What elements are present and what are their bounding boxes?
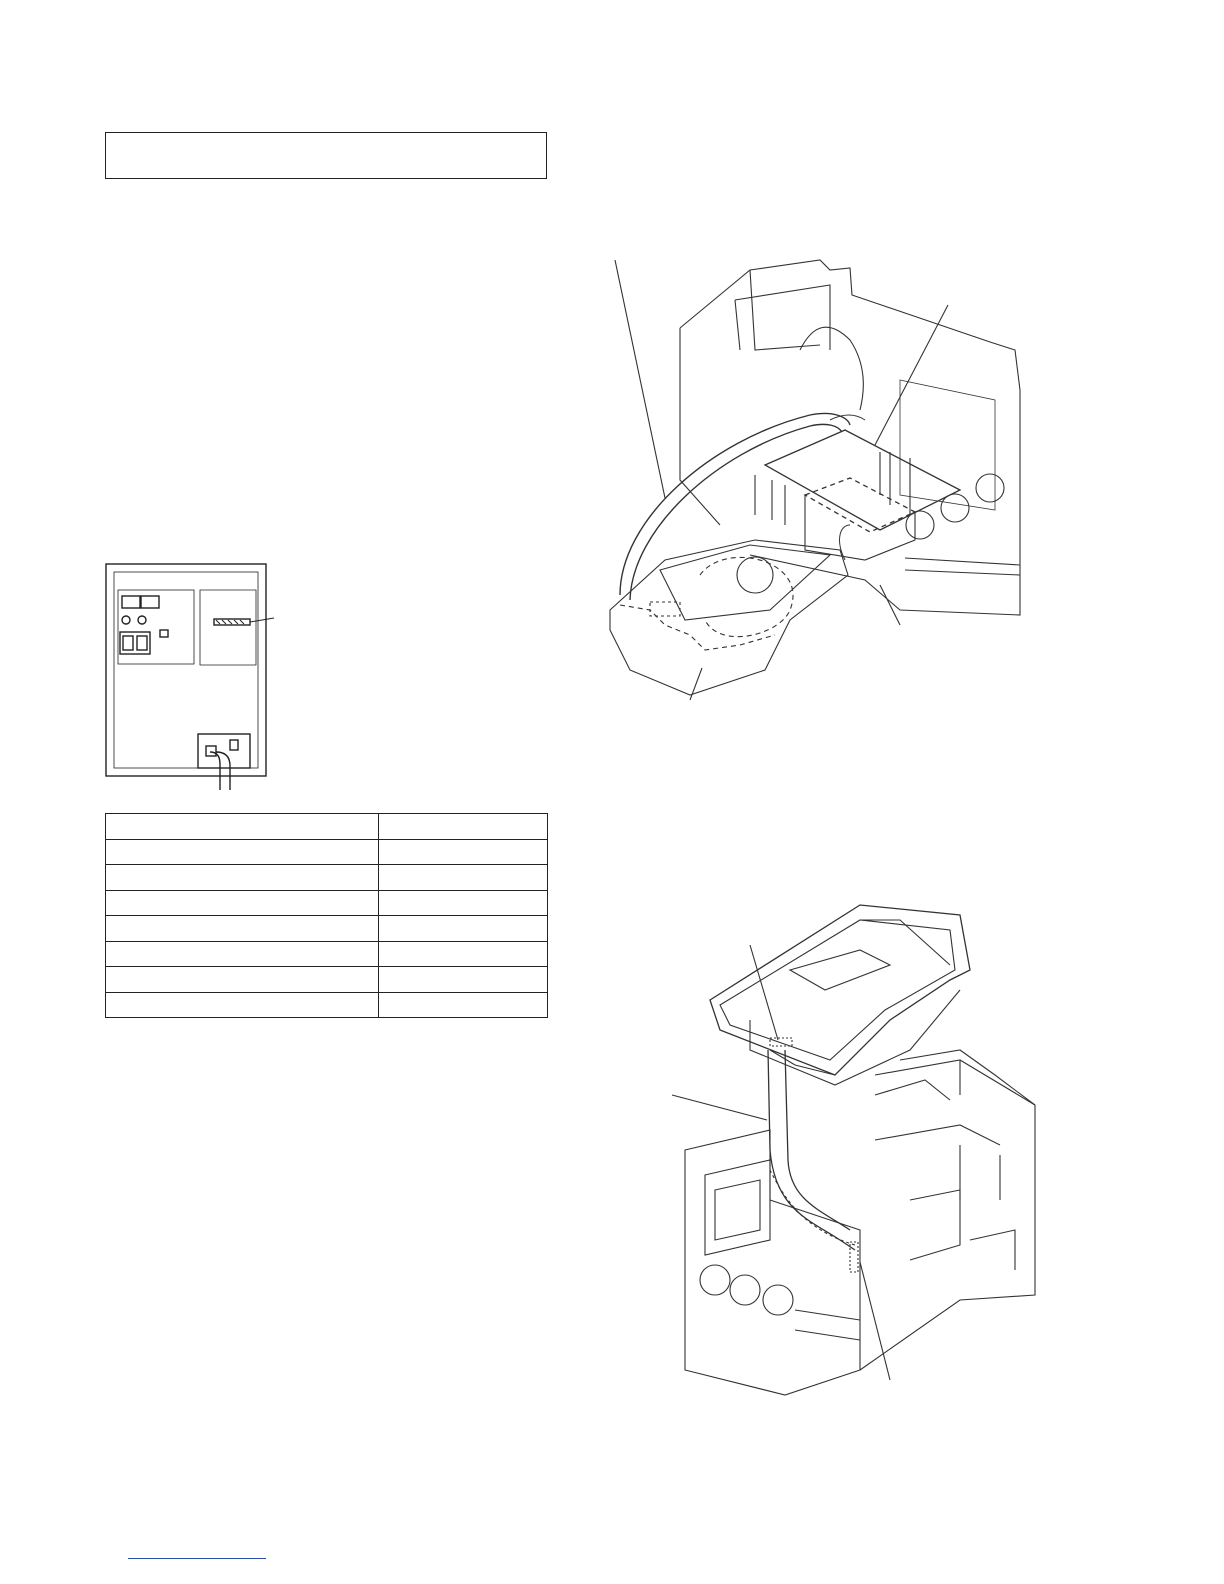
footer-link[interactable]	[128, 1558, 266, 1559]
table-cell	[106, 941, 379, 967]
table-cell	[379, 839, 548, 865]
table-cell	[106, 916, 379, 942]
table-row	[106, 967, 548, 993]
table-cell	[379, 890, 548, 916]
table-row	[106, 916, 548, 942]
table-row	[106, 814, 548, 840]
front-panel-cable-diagram	[660, 900, 1080, 1400]
table-cell	[106, 992, 379, 1018]
table-cell	[106, 890, 379, 916]
table-cell	[379, 916, 548, 942]
spec-table	[105, 813, 548, 1018]
table-cell	[379, 814, 548, 840]
section-heading-box	[105, 132, 547, 179]
table-cell	[106, 814, 379, 840]
table-cell	[379, 992, 548, 1018]
table-row	[106, 890, 548, 916]
table-cell	[379, 941, 548, 967]
table-row	[106, 865, 548, 891]
table-cell	[106, 967, 379, 993]
rear-panel-illustration	[60, 520, 320, 790]
cd-mechanism-cable-diagram	[590, 240, 1050, 720]
table-cell	[379, 967, 548, 993]
table-row	[106, 992, 548, 1018]
table-cell	[379, 865, 548, 891]
table-row	[106, 941, 548, 967]
table-cell	[106, 839, 379, 865]
table-cell	[106, 865, 379, 891]
table-row	[106, 839, 548, 865]
